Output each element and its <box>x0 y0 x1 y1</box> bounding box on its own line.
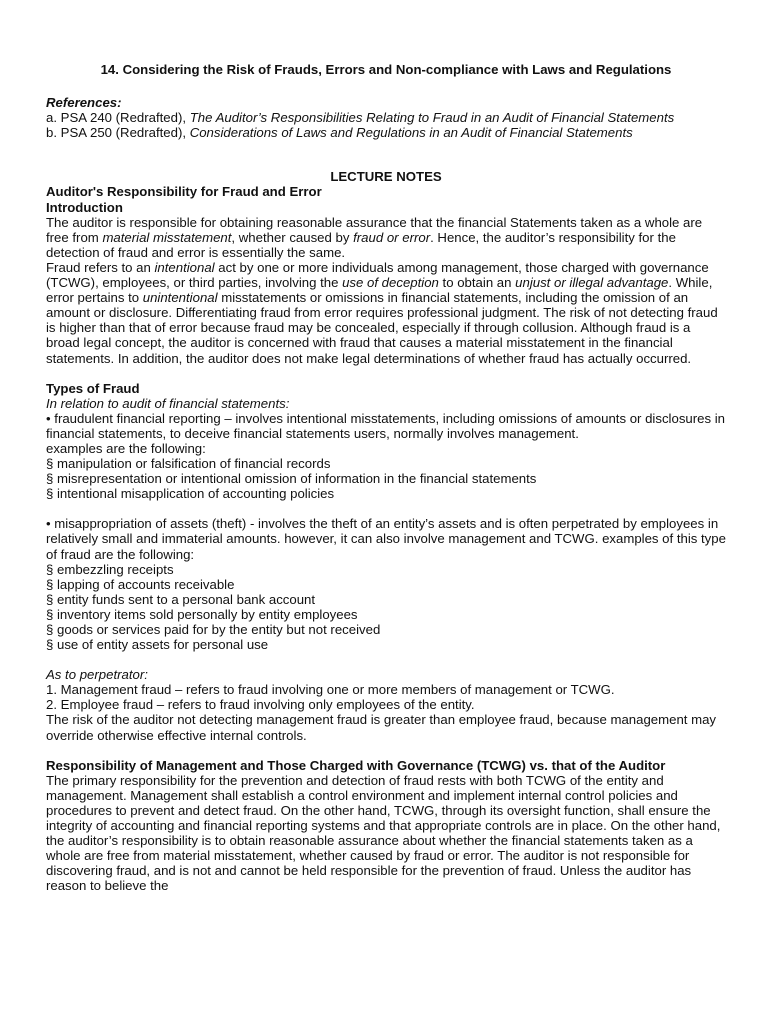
list-item: § lapping of accounts receivable <box>46 576 235 592</box>
types-subheading: In relation to audit of financial statements: <box>46 395 290 411</box>
types-of-fraud-heading: Types of Fraud <box>46 380 140 396</box>
responsibility-paragraph: The primary responsibility for the prevention and detection of fraud rests with both TCWG of the entity and management. Management shall establish a control environment and implement internal control policies and procedures to prevent and detect fraud. On the other hand, TCWG, through its oversight function, shall ensure the integrity of accounting and financial reporting systems and that appropriate controls are in place. On the other hand, the auditor’s responsibility is to obtain reasonable assurance about whether the financial statements taken as a whole are free from material misstatement, whether caused by fraud or error. The auditor is not responsible for discovering fraud, and is not and cannot be held responsible for the prevention of fraud. Unless the auditor has reason to believe the <box>46 772 721 894</box>
examples-intro: examples are the following: <box>46 440 206 456</box>
list-item: 2. Employee fraud – refers to fraud involving only employees of the entity. <box>46 697 475 713</box>
perpetrator-heading: As to perpetrator: <box>46 667 148 683</box>
list-item: § manipulation or falsification of financial records <box>46 456 331 472</box>
references-heading: References: <box>46 95 122 111</box>
reference-a: a. PSA 240 (Redrafted), The Auditor’s Responsibilities Relating to Fraud in an Audit of Financial Statements <box>46 110 675 126</box>
reference-b: b. PSA 250 (Redrafted), Considerations of Laws and Regulations in an Audit of Financial Statements <box>46 125 633 141</box>
references-block <box>46 95 726 140</box>
misappropriation-item: • misappropriation of assets (theft) - involves the theft of an entity’s assets and is often perpetrated by employees in relatively small and immaterial amounts. however, it can also involve management and TCWG. examples of this type of fraud are the following: <box>46 516 726 562</box>
perpetrator-note: The risk of the auditor not detecting management fraud is greater than employee fraud, because management may override otherwise effective internal controls. <box>46 712 717 743</box>
fraudulent-reporting-item: • fraudulent financial reporting – involves intentional misstatements, including omissions of amounts or disclosures in financial statements, to deceive financial statements users, normally involves management. <box>46 410 725 441</box>
document-page <box>46 62 726 894</box>
introduction-paragraph-1: The auditor is responsible for obtaining reasonable assurance that the financial Statements taken as a whole are free from material misstatement, whether caused by fraud or error. Hence, the auditor’s responsibility for the detection of fraud and error is essentially the same. <box>46 214 703 260</box>
introduction-paragraph-2: Fraud refers to an intentional act by one or more individuals among management, those charged with governance (TCWG), employees, or third parties, involving the use of deception to obtain an unjust or illegal advantage. While, error pertains to unintentional misstatements or omissions in financial statements, including the omission of an amount or disclosure. Differentiating fraud from error requires professional judgment. The risk of not detecting fraud is higher than that of error because fraud may be concealed, especially if through collusion. Although fraud is a broad legal concept, the auditor is concerned with fraud that causes a material misstatement in the financial statements. In addition, the auditor does not make legal determinations of whether fraud has actually occurred. <box>46 259 718 366</box>
section-heading-fraud-error: Auditor's Responsibility for Fraud and Error <box>46 184 322 200</box>
list-item: § use of entity assets for personal use <box>46 637 269 653</box>
lecture-notes-heading: LECTURE NOTES <box>330 169 442 185</box>
list-item: § goods or services paid for by the entity but not received <box>46 622 381 637</box>
list-item: § inventory items sold personally by entity employees <box>46 606 358 622</box>
document-title: 14. Considering the Risk of Frauds, Errors and Non-compliance with Laws and Regulations <box>100 62 672 77</box>
list-item: § entity funds sent to a personal bank account <box>46 591 316 607</box>
list-item: § intentional misapplication of accounting policies <box>46 486 335 502</box>
list-item: § misrepresentation or intentional omission of information in the financial statements <box>46 471 537 487</box>
list-item: 1. Management fraud – refers to fraud involving one or more members of management or TCWG. <box>46 682 615 698</box>
list-item: § embezzling receipts <box>46 561 174 577</box>
responsibility-heading: Responsibility of Management and Those Charged with Governance (TCWG) vs. that of the Auditor <box>46 757 666 773</box>
introduction-heading: Introduction <box>46 199 123 215</box>
